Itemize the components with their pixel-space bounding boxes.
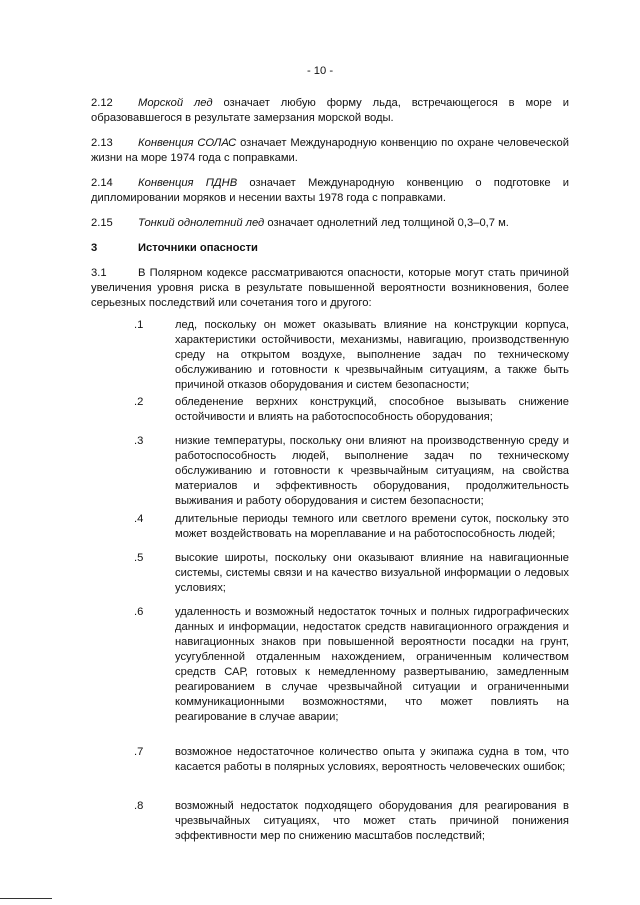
definition-2-13 [91,136,569,166]
definition-2-14 [91,176,569,206]
definition-number: 2.15 [91,217,113,229]
list-item-number: .1 [134,319,144,331]
definition-term: Тонкий однолетний лед [138,217,265,229]
subsection-text: В Полярном кодексе рассматриваются опасности, которые могут стать причиной увеличения уровня риска в результате повышенной вероятности возникновения, более серьезных последствий или сочетания того и другого: [91,267,569,309]
list-item-number: .8 [134,800,144,812]
definition-number: 2.12 [91,97,113,109]
definition-text: означает Международную конвенцию о подготовке и дипломировании моряков и несении вахты 1978 года с поправками. [91,177,569,204]
definition-number: 2.13 [91,137,113,149]
list-item [91,512,569,542]
definition-text: означает любую форму льда, встречающегося в море и образовавшегося в результате замерзания морской воды. [91,97,570,124]
list-item [91,745,569,775]
definition-number: 2.14 [91,177,113,189]
definition-2-15 [91,216,569,231]
section-number: 3 [91,242,98,254]
list-item-number: .2 [134,396,144,408]
list-item-number: .7 [134,746,144,758]
list-item [91,395,569,425]
definition-term: Морской лед [138,97,213,109]
list-item-text: обледенение верхних конструкций, способное вызывать снижение остойчивости и влиять на работоспособность оборудования; [175,396,569,423]
list-item-number: .3 [134,435,144,447]
list-item [91,318,569,393]
definition-text: означает Международную конвенцию по охране человеческой жизни на море 1974 года с поправками. [91,137,569,164]
list-item [91,799,569,844]
list-item [91,434,569,509]
list-item-number: .5 [134,552,144,564]
subsection-3-1 [91,266,569,311]
list-item-text: высокие широты, поскольку они оказывают влияние на навигационные системы, системы связи и на качество визуальной информации о ледовых условиях; [175,552,569,594]
section-heading [91,241,569,256]
list-item [91,605,569,725]
section-title: Источники опасности [138,242,258,254]
list-item-text: длительные периоды темного или светлого времени суток, поскольку это может воздействовать на мореплавание и на работоспособность людей; [175,513,569,540]
list-item-number: .6 [134,606,144,618]
list-item-text: низкие температуры, поскольку они влияют на производственную среду и работоспособность людей, выполнение задач по техническому обслуживанию и готовности к чрезвычайным ситуациям, на свойства материалов и эффективность оборудования, продолжительность выживания и работу оборудования и систем безопасности; [175,435,569,507]
list-item [91,551,569,596]
definition-2-12 [91,96,569,126]
list-item-text: возможный недостаток подходящего оборудования для реагирования в чрезвычайных ситуациях, что может стать причиной понижения эффективности мер по снижению масштабов последствий; [175,800,569,842]
definition-term: Конвенция ПДНВ [138,177,238,189]
list-item-text: удаленность и возможный недостаток точных и полных гидрографических данных и информации, недостаток средств навигационного ограждения и навигационных знаков при повышенной вероятности посадки на грунт, усугубленной отдаленным нахождением, ограниченным количеством средств САР, готовых к немедленному развертыванию, замедленным реагированием в случае чрезвычайной ситуации и ограниченными коммуникационными возможностями, что может повлиять на реагирование в случае аварии; [175,606,569,723]
list-item-number: .4 [134,513,144,525]
definition-term: Конвенция СОЛАС [138,137,237,149]
list-item-text: лед, поскольку он может оказывать влияние на конструкции корпуса, характеристики остойчивости, механизмы, навигацию, производственную среду на открытом воздухе, выполнение задач по техническому обслуживанию и готовности к чрезвычайным ситуациям, а также быть причиной отказов оборудования и систем безопасности; [175,319,569,391]
definition-text: означает однолетний лед толщиной 0,3–0,7 м. [264,217,509,229]
footer-rule [0,898,52,899]
page-number: - 10 - [306,65,334,77]
subsection-number: 3.1 [91,267,107,279]
list-item-text: возможное недостаточное количество опыта у экипажа судна в том, что касается работы в полярных условиях, вероятность человеческих ошибок; [175,746,569,773]
